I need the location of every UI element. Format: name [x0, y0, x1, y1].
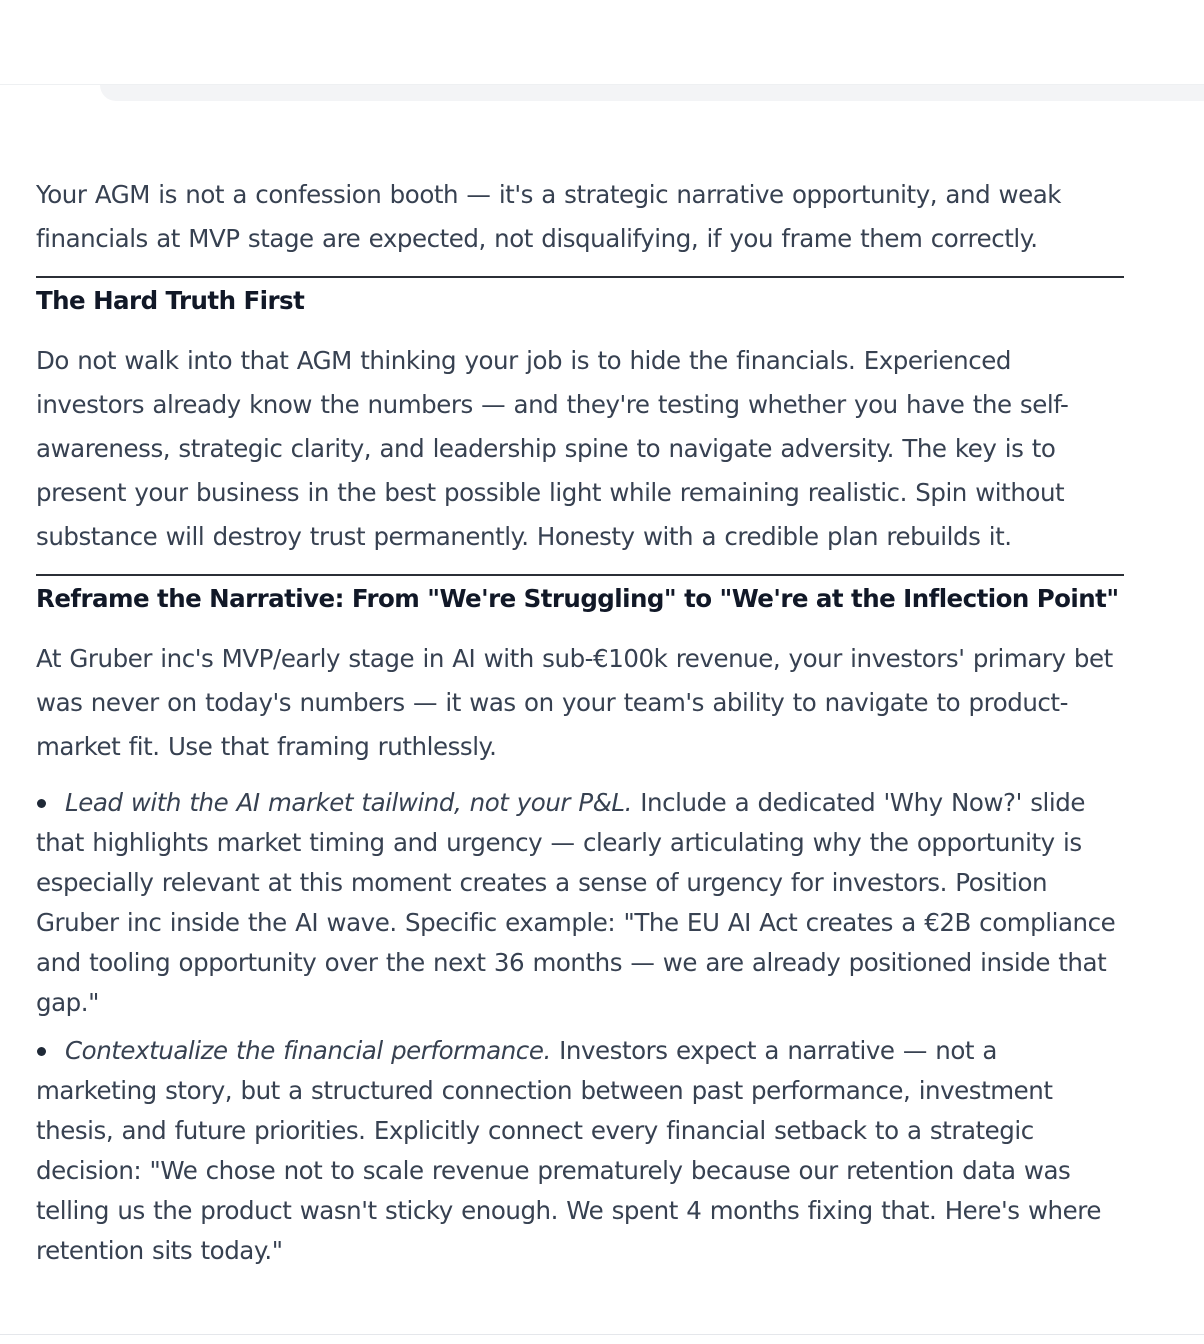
top-bar [0, 0, 1204, 85]
section-heading-reframe: Reframe the Narrative: From "We're Struggling" to "We're at the Inflection Point" [36, 584, 1119, 613]
hard-truth-paragraph: Do not walk into that AGM thinking your job is to hide the financials. Experienced investors already know the numbers — and they're testing whether you have the self-awareness, strategic clarity, and leadership spine to navigate adversity. The key is to present your business in the best possible light while remaining realistic. Spin without substance will destroy trust permanently. Honesty with a credible plan rebuilds it. [36, 346, 1069, 551]
list-item [36, 783, 1124, 1023]
composer-shelf [100, 85, 1204, 101]
list-item-text: Include a dedicated 'Why Now?' slide that highlights market timing and urgency — clearly articulating why the opportunity is especially relevant at this moment creates a sense of urgency for investors. Position Gruber inc inside the AI wave. Specific example: "The EU AI Act creates a €2B compliance and tooling opportunity over the next 36 months — we are already positioned inside that gap." [36, 788, 1116, 1017]
section-heading-hard-truth: The Hard Truth First [36, 286, 305, 315]
section-divider [36, 574, 1124, 576]
bullet-icon [37, 1047, 46, 1056]
reframe-paragraph: At Gruber inc's MVP/early stage in AI with sub-€100k revenue, your investors' primary bet was never on today's numbers — it was on your team's ability to navigate to product-market fit. Use that framing ruthlessly. [36, 644, 1113, 761]
response-content [36, 173, 1124, 1271]
bottom-divider [0, 1334, 1204, 1335]
bullet-icon [37, 799, 46, 808]
list-item-text: Investors expect a narrative — not a marketing story, but a structured connection between past performance, investment thesis, and future priorities. Explicitly connect every financial setback to a strategic decision: "We chose not to scale revenue prematurely because our retention data was telling us the product wasn't sticky enough. We spent 4 months fixing that. Here's where retention sits today." [36, 1036, 1101, 1265]
list-item [36, 1031, 1124, 1271]
reframe-bullet-list [36, 783, 1124, 1271]
section-divider [36, 276, 1124, 278]
intro-paragraph: Your AGM is not a confession booth — it's a strategic narrative opportunity, and weak financials at MVP stage are expected, not disqualifying, if you frame them correctly. [36, 180, 1062, 253]
list-item-lead: Lead with the AI market tailwind, not your P&L. [65, 788, 632, 817]
list-item-lead: Contextualize the financial performance. [65, 1036, 551, 1065]
